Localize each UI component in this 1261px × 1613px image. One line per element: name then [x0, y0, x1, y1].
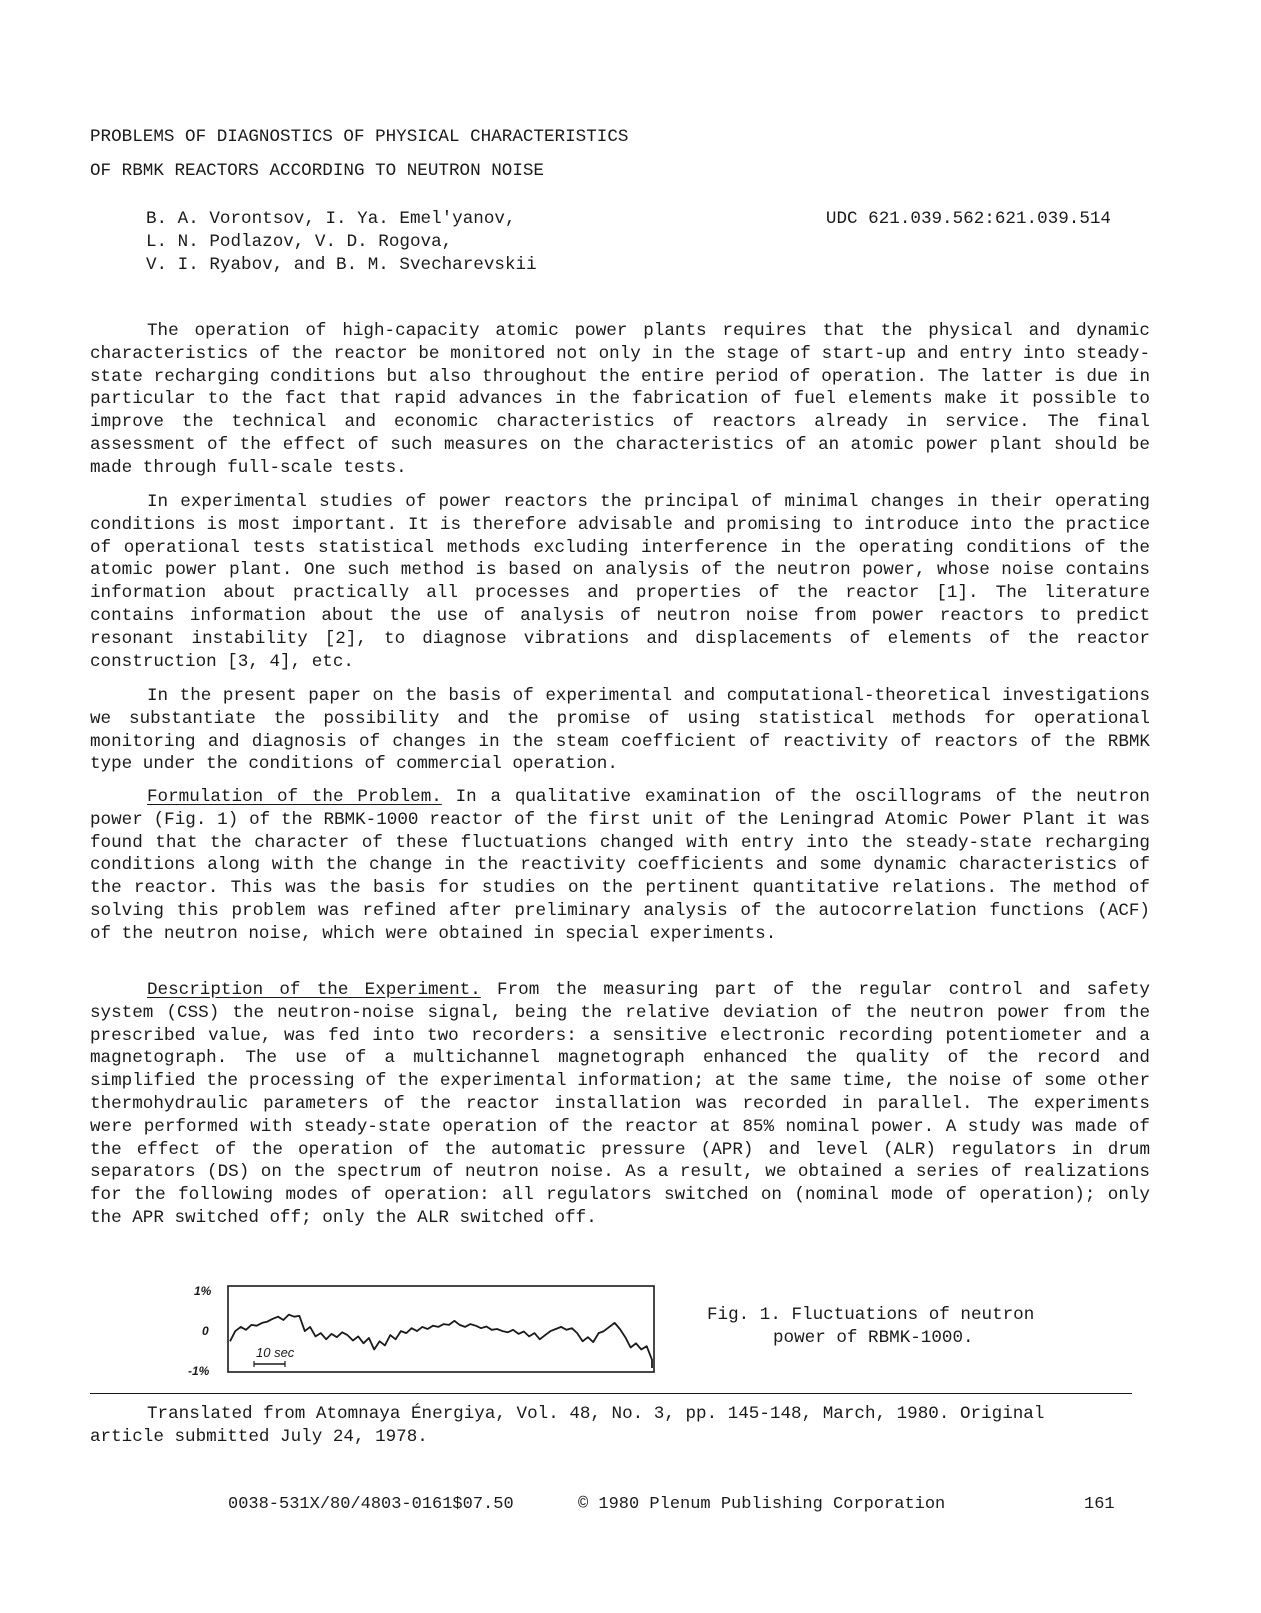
authors-line-2: L. N. Podlazov, V. D. Rogova,: [146, 231, 453, 252]
figure-caption: [707, 1304, 1034, 1350]
authors-line-1: B. A. Vorontsov, I. Ya. Emel'yanov,: [146, 209, 516, 229]
udc-code: UDC 621.039.562:621.039.514: [825, 209, 1111, 229]
paragraph-methods: In experimental studies of power reactors the principal of minimal changes in their operating conditions is most important. It is therefore advisable and promising to introduce into the practice of operational tests statistical methods excluding interference in the operating conditions of the atomic power plant. One such method is based on analysis of the neutron power, whose noise contains information about practically all processes and properties of the reactor [1]. The literature contains information about the use of analysis of neutron noise from power reactors to predict resonant instability [2], to diagnose vibrations and displacements of elements of the reactor construction [3, 4], etc.: [90, 492, 1150, 672]
neutron-noise-chart: [188, 1282, 668, 1382]
paragraph-experiment: [90, 979, 1150, 1230]
section-heading-experiment: Description of the Experiment.: [147, 980, 481, 1000]
figure-caption-line-1: Fig. 1. Fluctuations of neutron: [707, 1305, 1035, 1325]
title-line-2: OF RBMK REACTORS ACCORDING TO NEUTRON NOISE: [90, 161, 544, 181]
y-label-top: 1%: [194, 1284, 212, 1298]
author-list: [146, 208, 537, 276]
time-scale-label: 10 sec: [256, 1345, 295, 1360]
title-line-1: PROBLEMS OF DIAGNOSTICS OF PHYSICAL CHARACTERISTICS: [90, 127, 629, 147]
figure-caption-line-2: power of RBMK-1000.: [773, 1327, 974, 1348]
y-label-zero: 0: [202, 1324, 209, 1338]
translation-footnote: [90, 1403, 1132, 1449]
authors-line-3: V. I. Ryabov, and B. M. Svecharevskii: [146, 254, 537, 275]
y-label-bottom: -1%: [188, 1364, 210, 1378]
paragraph-experiment-text: From the measuring part of the regular control and safety system (CSS) the neutron-noise signal, being the relative deviation of the neutron power from the prescribed value, was fed into two recorders: a sensitive electronic recording potentiometer and a magnetograph. The use of a multichannel magnetograph enhanced the quality of the record and simplified the processing of the experimental information; at the same time, the noise of some other thermohydraulic parameters of the reactor installation was recorded in parallel. The experiments were performed with steady-state operation of the reactor at 85% nominal power. A study was made of the effect of the operation of the automatic pressure (APR) and level (ALR) regulators in drum separators (DS) on the spectrum of neutron noise. As a result, we obtained a series of realizations for the following modes of operation: all regulators switched on (nominal mode of operation); only the APR switched off; only the ALR switched off.: [90, 980, 1150, 1228]
publication-code: 0038-531X/80/4803-0161$07.50: [228, 1495, 514, 1514]
paragraph-problem: [90, 786, 1150, 946]
footnote-line-1: Translated from Atomnaya Énergiya, Vol. 48, No. 3, pp. 145-148, March, 1980. Original: [147, 1404, 1045, 1424]
footnote-divider: [90, 1393, 1132, 1394]
section-heading-problem: Formulation of the Problem.: [147, 787, 442, 807]
paragraph-purpose: In the present paper on the basis of experimental and computational-theoretical investigations we substantiate the possibility and the promise of using statistical methods for operational monitoring and diagnosis of changes in the steam coefficient of reactivity of reactors of the RBMK type under the conditions of commercial operation.: [90, 686, 1150, 775]
figure-1: [188, 1282, 668, 1382]
paragraph-problem-text: In a qualitative examination of the oscillograms of the neutron power (Fig. 1) of the RBMK-1000 reactor of the first unit of the Leningrad Atomic Power Plant it was found that the character of these fluctuations changed with entry into the steady-state recharging conditions along with the change in the reactivity coefficients and some dynamic characteristics of the reactor. This was the basis for studies on the pertinent quantitative relations. The method of solving this problem was refined after preliminary analysis of the autocorrelation functions (ACF) of the neutron noise, which were obtained in special experiments.: [90, 787, 1150, 944]
copyright-notice: © 1980 Plenum Publishing Corporation: [578, 1495, 946, 1514]
paragraph-intro: The operation of high-capacity atomic power plants requires that the physical and dynamic characteristics of the reactor be monitored not only in the stage of start-up and entry into steady-state recharging conditions but also throughout the entire period of operation. The latter is due in particular to the fact that rapid advances in the fabrication of fuel elements make it possible to improve the technical and economic characteristics of reactors already in service. The final assessment of the effect of such measures on the characteristics of an atomic power plant should be made through full-scale tests.: [90, 321, 1150, 478]
page-number: 161: [1084, 1495, 1115, 1514]
footnote-line-2: article submitted July 24, 1978.: [90, 1426, 428, 1447]
